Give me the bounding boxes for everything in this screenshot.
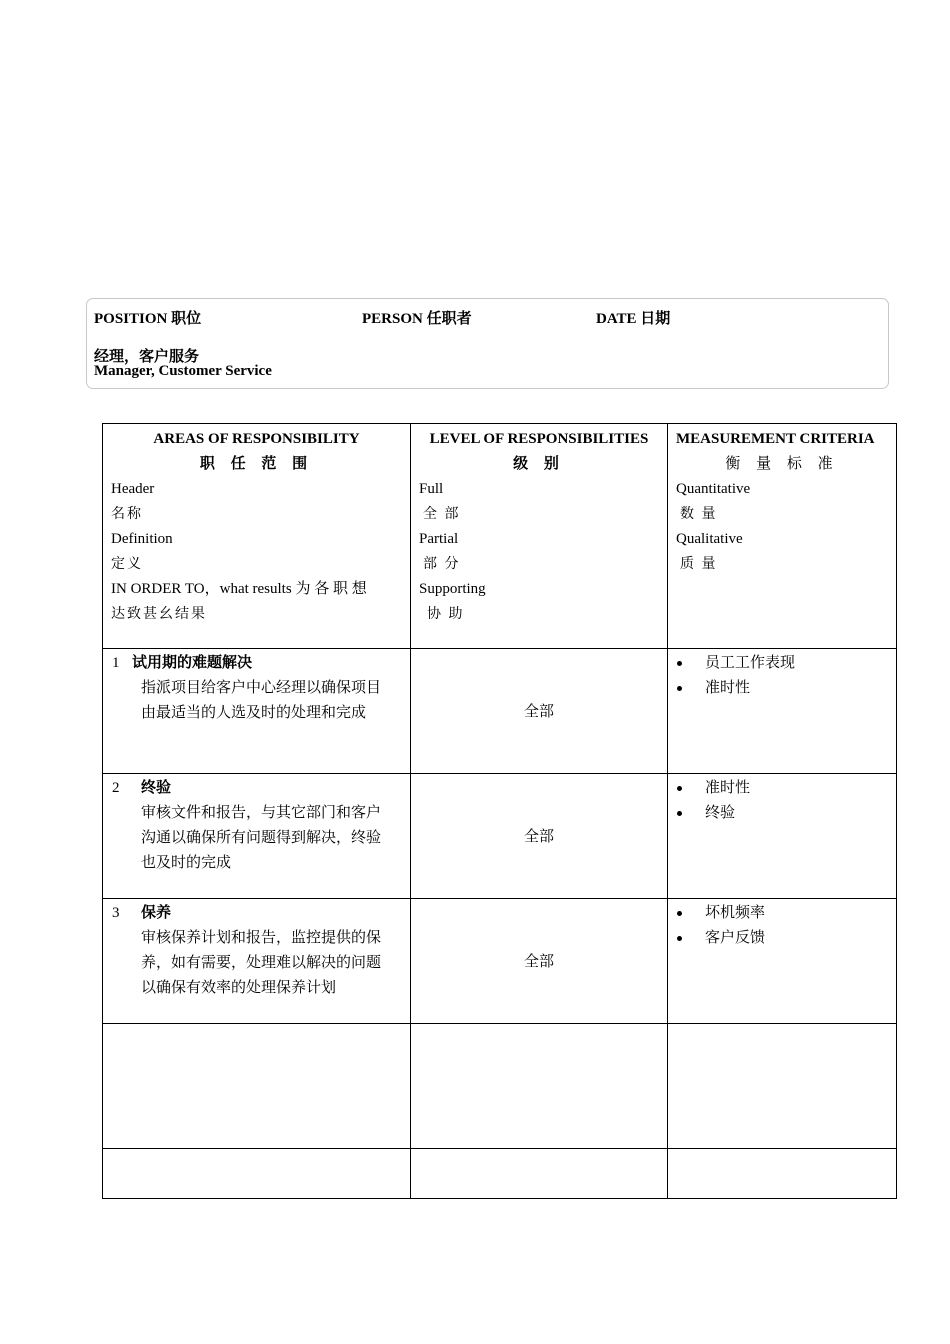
level-cell xyxy=(411,649,668,774)
position-header-box xyxy=(86,298,889,389)
criteria-line: 质 量 xyxy=(680,557,718,572)
header-cell-areas xyxy=(103,424,411,649)
areas-line: IN ORDER TO，what results 为 各 职 想 xyxy=(111,581,367,597)
area-body-line: 审核保养计划和报告，监控提供的保 xyxy=(141,930,382,946)
header-cell-criteria xyxy=(668,424,897,649)
areas-subtitle: 职 任 范 围 xyxy=(199,456,314,472)
table-row xyxy=(103,774,897,899)
person-label: PERSON 任职者 xyxy=(362,311,472,327)
criteria-list xyxy=(668,899,896,951)
level-line: 协 助 xyxy=(427,607,465,622)
level-cell xyxy=(411,899,668,1024)
table-row-empty xyxy=(103,1149,897,1199)
date-label: DATE 日期 xyxy=(596,311,671,327)
table-row-empty xyxy=(103,1024,897,1149)
criteria-line: Qualitative xyxy=(676,531,743,547)
position-label: POSITION 职位 xyxy=(94,311,202,327)
area-body-line: 养，如有需要，处理难以解决的问题 xyxy=(141,955,382,971)
criteria-list xyxy=(668,774,896,826)
level-subtitle: 级 别 xyxy=(513,456,565,472)
criteria-cell xyxy=(668,774,897,899)
empty-cell xyxy=(411,1149,668,1199)
empty-cell xyxy=(668,1024,897,1149)
criteria-item: 客户反馈 xyxy=(676,926,896,951)
area-number: 3 xyxy=(112,905,120,921)
level-value: 全部 xyxy=(523,829,554,845)
criteria-item: 终验 xyxy=(676,801,896,826)
area-body-line: 以确保有效率的处理保养计划 xyxy=(141,980,337,996)
level-title: LEVEL OF RESPONSIBILITIES xyxy=(429,431,649,447)
empty-cell xyxy=(103,1149,411,1199)
table-header-row xyxy=(103,424,897,649)
criteria-subtitle: 衡 量 标 准 xyxy=(725,456,839,472)
criteria-item: 准时性 xyxy=(676,776,896,801)
area-title-text: 保养 xyxy=(141,905,172,921)
empty-cell xyxy=(411,1024,668,1149)
criteria-title: MEASUREMENT CRITERIA xyxy=(676,431,875,447)
area-body-line: 沟通以确保所有问题得到解决，终验 xyxy=(141,830,382,846)
area-cell xyxy=(103,649,411,774)
responsibility-table xyxy=(102,423,897,1199)
level-value: 全部 xyxy=(523,954,554,970)
areas-line: Definition xyxy=(111,531,173,547)
area-title-text: 试用期的难题解决 xyxy=(132,655,253,671)
area-number: 1 xyxy=(112,655,120,671)
criteria-item: 员工工作表现 xyxy=(676,651,896,676)
header-cell-level xyxy=(411,424,668,649)
area-body-line: 指派项目给客户中心经理以确保项目 xyxy=(141,680,382,696)
empty-cell xyxy=(668,1149,897,1199)
level-line: Partial xyxy=(419,531,459,547)
level-line: 全 部 xyxy=(423,507,461,522)
area-body-line: 由最适当的人选及时的处理和完成 xyxy=(141,705,367,721)
table-row xyxy=(103,649,897,774)
area-cell xyxy=(103,774,411,899)
level-line: Supporting xyxy=(419,581,486,597)
areas-line: 名称 xyxy=(111,507,143,522)
level-line: 部 分 xyxy=(423,557,461,572)
area-title-text: 终验 xyxy=(141,780,172,796)
empty-cell xyxy=(103,1024,411,1149)
area-title xyxy=(112,901,402,926)
criteria-item: 坏机频率 xyxy=(676,901,896,926)
table-row xyxy=(103,899,897,1024)
area-number: 2 xyxy=(112,780,120,796)
criteria-cell xyxy=(668,649,897,774)
areas-line: 定义 xyxy=(111,557,143,572)
criteria-line: Quantitative xyxy=(676,481,751,497)
position-value-en: Manager, Customer Service xyxy=(94,363,272,379)
area-body-line: 也及时的完成 xyxy=(141,855,232,871)
areas-title: AREAS OF RESPONSIBILITY xyxy=(153,431,360,447)
areas-line: 达致甚幺结果 xyxy=(111,607,207,622)
area-title xyxy=(112,776,402,801)
area-body-line: 审核文件和报告，与其它部门和客户 xyxy=(141,805,382,821)
level-value: 全部 xyxy=(523,704,554,720)
position-value-cn: 经理，客户服务 xyxy=(94,349,200,365)
area-cell xyxy=(103,899,411,1024)
level-line: Full xyxy=(419,481,444,497)
criteria-item: 准时性 xyxy=(676,676,896,701)
criteria-list xyxy=(668,649,896,701)
area-title xyxy=(112,651,402,676)
level-cell xyxy=(411,774,668,899)
criteria-cell xyxy=(668,899,897,1024)
areas-line: Header xyxy=(111,481,155,497)
criteria-line: 数 量 xyxy=(680,507,718,522)
